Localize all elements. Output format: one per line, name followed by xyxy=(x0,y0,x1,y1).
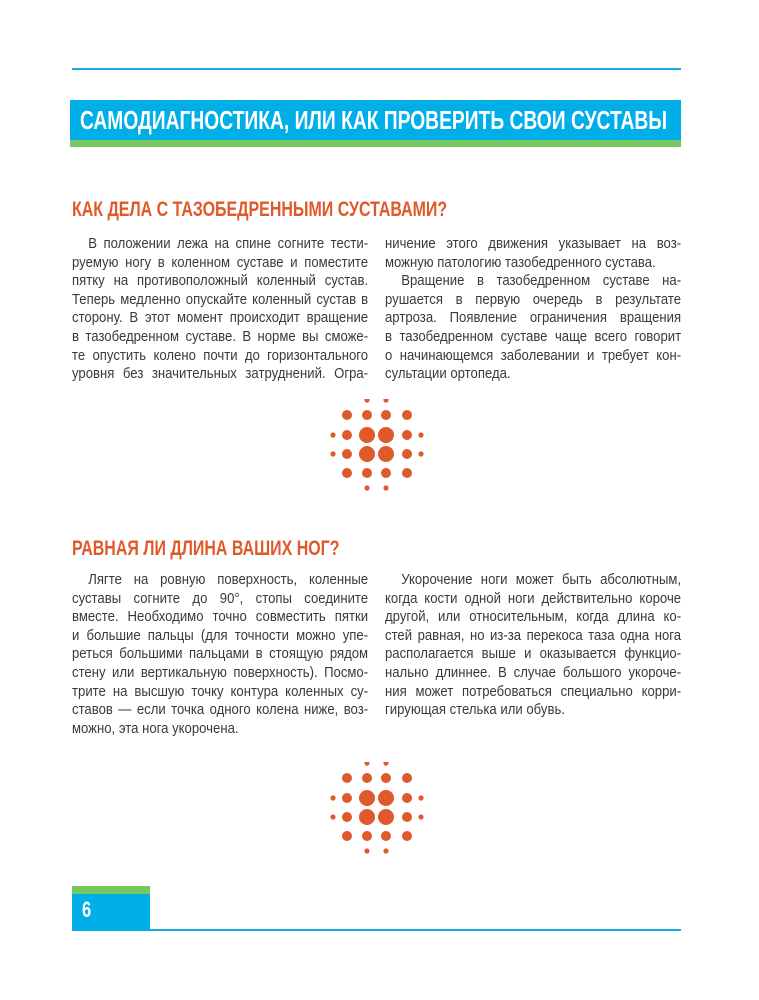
ornament-dot xyxy=(383,399,388,403)
text-line: суставы согните до 90°, стопы соедините xyxy=(72,590,369,607)
page-number-tab-accent xyxy=(72,886,150,894)
ornament-dot xyxy=(364,762,369,766)
ornament-dot xyxy=(381,773,391,783)
ornament-dot xyxy=(359,809,375,825)
text-line: реться большими пальцами в стоящую рядом xyxy=(72,646,369,663)
dot-ornament-icon xyxy=(318,399,438,509)
ornament-dot xyxy=(402,410,412,420)
text-line: стей равная, но из-за перекоса таза одна нога xyxy=(385,627,682,644)
section-heading-legs: РАВНАЯ ЛИ ДЛИНА ВАШИХ НОГ? xyxy=(72,537,340,560)
text-line: располагается выше и оказывается функцио- xyxy=(385,646,682,663)
text-line: в тазобедренном суставе чаще всего говорит xyxy=(385,328,682,345)
ornament-dot xyxy=(342,812,352,822)
text-line: Укорочение ноги может быть абсолютным, xyxy=(401,572,682,588)
ornament-dot xyxy=(418,814,423,819)
ornament-dot xyxy=(381,468,391,478)
text-line: ставов — если точка одного колена ниже, воз- xyxy=(72,702,369,719)
ornament-dot xyxy=(362,831,372,841)
text-line: В положении лежа на спине согните тести- xyxy=(88,236,369,252)
ornament-dot xyxy=(359,427,375,443)
text-line: Теперь медленно опускайте коленный сустав в xyxy=(72,291,369,308)
text-line: уровня без значительных затруднений. Огра- xyxy=(72,366,369,383)
text-line: руемую ногу в коленном суставе и поместите xyxy=(72,254,369,271)
text-line: пятку на противоположный коленный сустав. xyxy=(72,273,369,290)
ornament-dot xyxy=(362,773,372,783)
text-line: о начинающемся заболевании и требует кон- xyxy=(385,347,682,364)
text-line: гирующая стелька или обувь. xyxy=(385,702,565,719)
text-line: сультации ортопеда. xyxy=(385,366,511,383)
ornament-dot xyxy=(402,812,412,822)
ornament-dot xyxy=(342,430,352,440)
top-rule xyxy=(72,68,681,70)
page-title: САМОДИАГНОСТИКА, ИЛИ КАК ПРОВЕРИТЬ СВОИ СУСТАВЫ xyxy=(80,105,668,135)
ornament-dot xyxy=(359,446,375,462)
ornament-dot xyxy=(418,432,423,437)
text-line: артроза. Появление ограничения вращения xyxy=(385,310,682,327)
text-line: стену или вертикальную поверхность). Посмо- xyxy=(72,664,369,681)
ornament-dot xyxy=(378,790,394,806)
text-line: можно, эта нога укорочена. xyxy=(72,720,239,737)
ornament-dot xyxy=(342,793,352,803)
ornament-dot xyxy=(342,831,352,841)
ornament-dot xyxy=(342,449,352,459)
title-bar-underline xyxy=(70,140,681,147)
ornament-dot xyxy=(402,831,412,841)
dot-ornament-icon xyxy=(318,762,438,872)
ornament-dot xyxy=(342,773,352,783)
bottom-rule xyxy=(150,929,681,931)
ornament-dot xyxy=(364,848,369,853)
ornament-dot xyxy=(359,790,375,806)
ornament-dot xyxy=(402,449,412,459)
text-line: рушается в первую очередь в результате xyxy=(385,291,682,308)
ornament-dot xyxy=(330,432,335,437)
text-line: сторону. В этот момент происходит вращение xyxy=(72,310,369,327)
text-line: и большие пальцы (для точности можно упе- xyxy=(72,627,369,644)
ornament-dot xyxy=(402,430,412,440)
ornament-dot xyxy=(381,410,391,420)
ornament-dot xyxy=(383,762,388,766)
ornament-dot xyxy=(418,451,423,456)
text-line: Вращение в тазобедренном суставе на- xyxy=(401,273,682,290)
text-line: можную патологию тазобедренного сустава. xyxy=(385,254,656,271)
page-number: 6 xyxy=(82,897,92,922)
ornament-dot xyxy=(342,468,352,478)
ornament-dot xyxy=(362,410,372,420)
section-hip-right-column xyxy=(385,235,681,384)
ornament-dot xyxy=(330,795,335,800)
text-line: другой, или относительным, когда длина ко- xyxy=(385,609,682,626)
ornament-dot xyxy=(383,485,388,490)
text-line: вместе. Необходимо точно совместить пятки xyxy=(72,609,369,626)
text-line: ния может потребоваться специально корри- xyxy=(385,683,682,700)
text-line: в тазобедренном суставе. В норме вы сможе- xyxy=(72,328,369,345)
section-hip-left-column xyxy=(72,235,368,384)
ornament-dot xyxy=(378,427,394,443)
text-line: те опустить колено почти до горизонтального xyxy=(72,347,369,364)
ornament-dot xyxy=(418,795,423,800)
section-heading-hip: КАК ДЕЛА С ТАЗОБЕДРЕННЫМИ СУСТАВАМИ? xyxy=(72,198,448,221)
section-legs-right-column xyxy=(385,571,681,720)
section-legs-left-column xyxy=(72,571,368,738)
ornament-dot xyxy=(402,468,412,478)
ornament-dot xyxy=(402,793,412,803)
ornament-dot xyxy=(342,410,352,420)
text-line: ничение этого движения указывает на воз- xyxy=(385,236,682,252)
ornament-dot xyxy=(364,399,369,403)
ornament-dot xyxy=(378,446,394,462)
text-line: когда кости одной ноги действительно короче xyxy=(385,590,682,607)
ornament-dot xyxy=(362,468,372,478)
text-line: нально длиннее. В случае большого укороче- xyxy=(385,664,682,681)
ornament-dot xyxy=(364,485,369,490)
ornament-dot xyxy=(330,814,335,819)
ornament-dot xyxy=(381,831,391,841)
ornament-dot xyxy=(383,848,388,853)
text-line: Лягте на ровную поверхность, коленные xyxy=(88,572,369,588)
ornament-dot xyxy=(330,451,335,456)
ornament-dot xyxy=(378,809,394,825)
ornament-dot xyxy=(402,773,412,783)
text-line: трите на высшую точку контура коленных су- xyxy=(72,683,369,700)
